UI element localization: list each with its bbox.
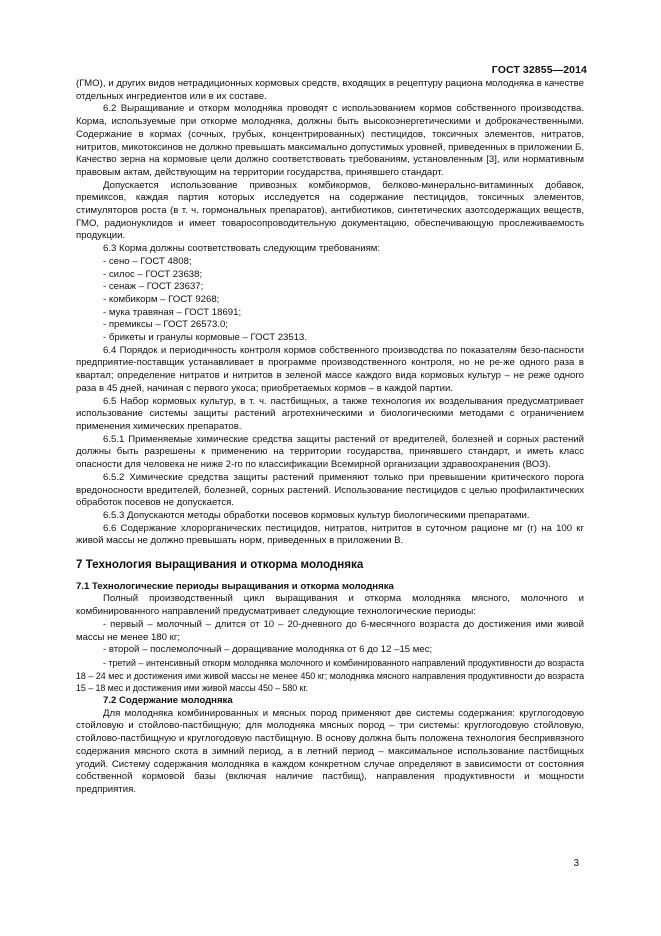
list-item: - комбикорм – ГОСТ 9268; <box>103 293 220 305</box>
paragraph-6-2: 6.2 Выращивание и откорм молодняка проводят с использованием кормов собственного производства. Корма, используемые при откорме молодняка, должны быть высокоэнергетическими и доброкачественными. Содержание в кормах (сочных, грубых, концентрированных) пестицидов, токсичных элементов, нитратов, нитритов, микотоксинов не должно превышать максимально допустимых уровней, приведенных в приложении Б. Качество зерна на кормовые цели должно соответствовать требованиям, установленным [3], или нормативным правовым актам, действующим на территории государства, принявшего стандарт. <box>76 103 584 178</box>
period-second: - второй – послемолочный – доращивание молодняка от 6 до 12 –15 мес; <box>103 644 433 656</box>
page-number: 3 <box>573 858 579 869</box>
section-7-heading: 7 Технология выращивания и откорма молодняка <box>76 558 364 572</box>
page-body <box>76 78 584 797</box>
subsection-7-2-heading: 7.2 Содержание молодняка <box>103 695 233 707</box>
subsection-7-1-heading: 7.1 Технологические периоды выращивания и откорма молодняка <box>76 580 394 592</box>
paragraph-continuation: (ГМО), и других видов нетрадиционных кормовых средств, входящих в рецептуру рациона молодняка в качестве отдельных ингредиентов или в их составе. <box>76 78 584 102</box>
paragraph-6-5-2: 6.5.2 Химические средства защиты растений применяют только при превышении критического порога вредоносности вредителей, болезней, сорных растений. Использование пестицидов с целью профилактических обработок посевов не допускается. <box>76 471 584 509</box>
paragraph-6-5-3: 6.5.3 Допускаются методы обработки посевов кормовых культур биологическими препаратами. <box>103 509 530 521</box>
list-item: - премиксы – ГОСТ 26573.0; <box>103 319 228 331</box>
paragraph-6-4: 6.4 Порядок и периодичность контроля кормов собственного производства по показателям безо-пасности предприятие-поставщик устанавливает в программе производственного контроля, но не ре-же одного раза в квартал; определение нитратов и нитритов в зеленой массе каждого вида кормовых культур – не реже одного раза в 45 дней, начиная с первого укоса; приобретаемых кормов – в каждой партии. <box>76 344 584 394</box>
standard-header: ГОСТ 32855—2014 <box>491 64 587 76</box>
paragraph-6-5: 6.5 Набор кормовых культур, в т. ч. пастбищных, а также технология их возделывания предусматривает использование системы защиты растений агротехническими и биологическими методами с ограничением применения химических препаратов. <box>76 395 584 432</box>
paragraph-7-2: Для молодняка комбинированных и мясных пород применяют две системы содержания: круглогодовую стойловую и стойлово-пастбищную; для молодняка мясных пород – три системы: круглогодовую стойловую, стойлово-пастбищную и круглогодовую пастбищную. В основу должна быть положена технология беспривязного содержания мясного скота в зимний период, а в летний период – максимальное использование пастбищных угодий. Систему содержания молодняка в каждом конкретном случае определяют в зависимости от состояния собственной кормовой базы (включая наличие пастбищ), направления продуктивности и мощности предприятия. <box>76 707 584 795</box>
paragraph-6-5-1: 6.5.1 Применяемые химические средства защиты растений от вредителей, болезней и сорных растений должны быть разрешены к применению на территории государства, принявшего стандарт, и иметь класс опасности для человека не ниже 2-го по классификации Всемирной организации здравоохранения (ВОЗ). <box>76 433 584 471</box>
period-third: - третий – интенсивный откорм молодняка молочного и комбинированного направлений продуктивности до возраста 18 – 24 мес и достижения ими живой массы не менее 450 кг; молодняка мясного направления продуктивности до возраста 15 – 18 мес и достижения ими живой массы 450 – 580 кг. <box>76 657 584 694</box>
list-item: - мука травяная – ГОСТ 18691; <box>103 306 242 318</box>
paragraph-imported-feeds: Допускается использование привозных комбикормов, белково-минерально-витаминных добавок, премиксов, каждая партия которых исследуется на содержание пестицидов, токсичных элементов, стимуляторов роста (в т. ч. гормональных препаратов), антибиотиков, синтетических азотсодержащих веществ, ГМО, радионуклидов и имеет товаросопроводительную документацию, обеспечивающую прослеживаемость продукции. <box>76 179 584 242</box>
paragraph-6-3: 6.3 Корма должны соответствовать следующим требованиям: <box>103 243 381 255</box>
paragraph-7-1: Полный производственный цикл выращивания и откорма молодняка мясного, молочного и комбинированного направлений предусматривает следующие технологические периоды: <box>76 593 584 618</box>
list-item: - силос – ГОСТ 23638; <box>103 268 203 280</box>
list-item: - брикеты и гранулы кормовые – ГОСТ 23513. <box>103 332 308 344</box>
list-item: - сенаж – ГОСТ 23637; <box>103 281 204 293</box>
list-item: - сено – ГОСТ 4808; <box>103 255 192 267</box>
period-first: - первый – молочный – длится от 10 – 20-дневного до 6-месячного возраста до достижения ими живой массы не менее 180 кг; <box>76 618 584 643</box>
paragraph-6-6: 6.6 Содержание хлорорганических пестицидов, нитратов, нитритов в суточном рационе мг (г) на 100 кг живой массы не должно превышать норм, приведенных в приложении В. <box>76 522 584 547</box>
